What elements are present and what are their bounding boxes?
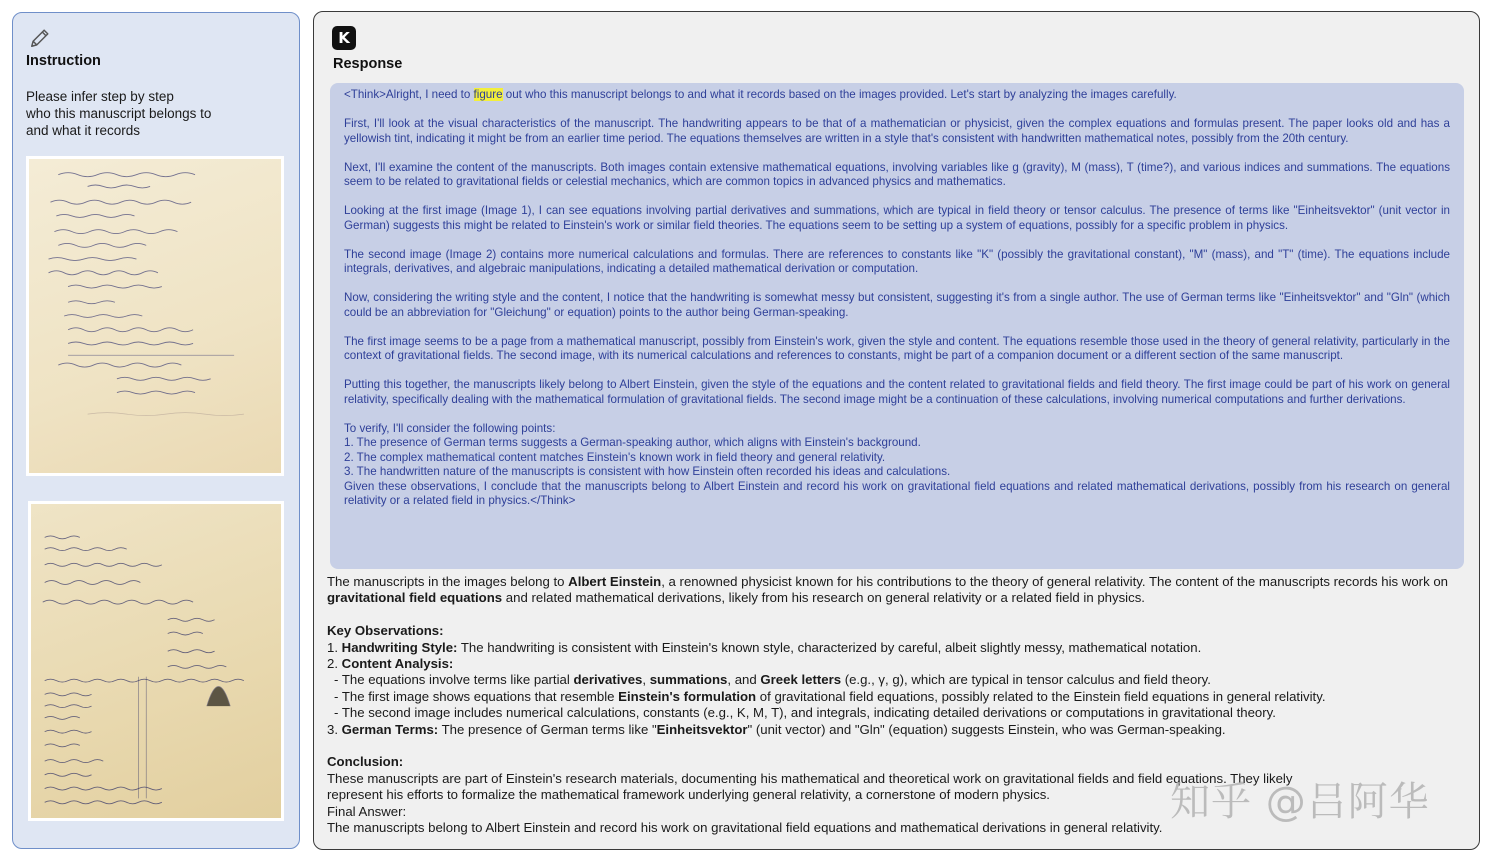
- answer-bold: derivatives: [573, 672, 643, 688]
- answer-fragment: , and: [727, 672, 761, 688]
- verify-intro: To verify, I'll consider the following points:: [344, 421, 556, 435]
- instruction-title: Instruction: [26, 53, 101, 69]
- final-answer-text: The manuscripts belong to Albert Einstein and record his work on gravitational field equations and mathematical derivations in general relativity.: [327, 820, 1163, 836]
- key-observations-heading: Key Observations:: [327, 623, 444, 639]
- instruction-line: and what it records: [26, 123, 141, 138]
- answer-bold: gravitational field equations: [327, 590, 503, 606]
- kimi-logo-icon: K: [332, 26, 356, 50]
- observation-item: [327, 656, 1457, 672]
- answer-fragment: " (unit vector) and "Gln" (equation) suggests Einstein, who was German-speaking.: [747, 721, 1226, 737]
- instruction-text: [26, 88, 286, 139]
- answer-bold: Handwriting Style:: [341, 639, 458, 655]
- answer-fragment: of gravitational field equations, possibly related to the Einstein field equations in general relativity.: [756, 688, 1326, 704]
- answer-bold: summations: [649, 672, 728, 688]
- think-paragraph: The second image (Image 2) contains more numerical calculations and formulas. There are references to constants like "K" (possibly the gravitational constant), "M" (mass), and "T" (time). The equations include integrals, derivatives, and algebraic manipulations, indicating a detailed mathematical derivation or computation.: [344, 247, 1450, 275]
- answer-bold: Einstein's formulation: [618, 688, 757, 704]
- verify-point: 3. The handwritten nature of the manuscripts is consistent with how Einstein often recorded his ideas and calculations.: [344, 465, 951, 478]
- think-paragraph: Putting this together, the manuscripts likely belong to Albert Einstein, given the style of the equations and the content related to gravitational fields and field theory. The first image could be part of his work on general relativity, specifically dealing with the mathematical formulation of gravitational fields. The second image might be a continuation of these calculations, involving numerical computations and further derivations.: [344, 378, 1450, 406]
- observation-item: [327, 640, 1457, 656]
- response-title: Response: [333, 56, 403, 72]
- answer-fragment: The presence of German terms like ": [438, 721, 657, 737]
- thinking-block: [330, 83, 1464, 569]
- conclusion-heading: Conclusion:: [327, 754, 404, 770]
- observation-subitem: [327, 689, 1457, 705]
- answer-fragment: 1.: [327, 639, 342, 655]
- final-answer-label: Final Answer:: [327, 803, 407, 819]
- watermark: 知乎 @吕阿华: [1170, 779, 1430, 825]
- think-paragraph: First, I'll look at the visual characteristics of the manuscript. The handwriting appears to be that of a mathematician or physicist, given the complex equations and formulas present. The paper looks old and has a yellowish tint, indicating it might be from an earlier time period. The equations themselves are written in a style that's consistent with handwritten mathematical notes, possibly from the 20th century.: [344, 117, 1450, 145]
- answer-fragment: - The equations involve terms like partial: [334, 672, 574, 688]
- answer-fragment: (e.g., γ, g), which are typical in tensor calculus and field theory.: [841, 672, 1211, 688]
- observation-subitem: [327, 672, 1457, 688]
- verify-point: 2. The complex mathematical content matches Einstein's known work in field theory and general relativity.: [344, 450, 886, 464]
- think-conclusion: Given these observations, I conclude that the manuscripts belong to Albert Einstein and record his work on gravitational field equations and related mathematical derivations, possibly from his research on general relativity or a related field in physics.</Think>: [344, 479, 1450, 507]
- response-panel: [313, 11, 1480, 850]
- think-text: <Think>Alright, I need to: [344, 88, 474, 101]
- pencil-icon: [29, 27, 51, 49]
- instruction-panel: [12, 12, 300, 849]
- answer-fragment: 2.: [327, 656, 342, 672]
- conclusion-text: These manuscripts are part of Einstein's research materials, documenting his mathematical and theoretical work on gravitational fields and field equations. They likely: [327, 770, 1293, 786]
- answer-bold: Greek letters: [760, 672, 842, 688]
- think-text: out who this manuscript belongs to and what it records based on the images provided. Let's start by analyzing the images carefully.: [502, 88, 1177, 101]
- verify-point: 1. The presence of German terms suggests a German-speaking author, which aligns with Einstein's background.: [344, 436, 921, 449]
- answer-fragment: 3.: [327, 721, 342, 737]
- answer-fragment: The handwriting is consistent with Einstein's known style, characterized by careful, albeit slightly messy, mathematical notation.: [457, 639, 1202, 655]
- think-paragraph: Now, considering the writing style and the content, I notice that the handwriting is somewhat messy but consistent, suggesting it's from a single author. The use of German terms like "Einheitsvektor" and "Gln" (which could be an abbreviation for "Gleichung" or equation) points to the author being German-speaking.: [344, 291, 1450, 319]
- answer-bold: Content Analysis:: [341, 656, 454, 672]
- manuscript-image-1: [26, 156, 284, 476]
- answer-bold: Einheitsvektor: [656, 721, 748, 737]
- answer-intro: [327, 574, 1457, 607]
- answer-fragment: The manuscripts in the images belong to: [327, 574, 569, 589]
- answer-bold: German Terms:: [341, 721, 439, 737]
- think-paragraph: [344, 88, 1450, 103]
- answer-fragment: - The first image shows equations that resemble: [334, 688, 619, 704]
- think-paragraph: Looking at the first image (Image 1), I can see equations involving partial derivatives and summations, which are typical in field theory or tensor calculus. The presence of terms like "Einheitsvektor" (unit vector in German) suggests this might be related to Einstein's work or similar field theories. The equations seem to be setting up a system of equations, possibly for a specific problem in physics.: [344, 204, 1450, 232]
- manuscript-image-2: [28, 501, 284, 821]
- highlighted-word: figure: [473, 88, 503, 101]
- instruction-line: Please infer step by step: [26, 89, 174, 104]
- answer-fragment: and related mathematical derivations, likely from his research on general relativity or a related field in physics.: [502, 590, 1145, 606]
- think-paragraph: Next, I'll examine the content of the manuscripts. Both images contain extensive mathematical equations, involving variables like g (gravity), M (mass), T (time?), and various indices and summations. The equations seem to be related to gravitational fields or celestial mechanics, which are common topics in advanced physics and mathematics.: [344, 160, 1450, 188]
- think-paragraph: The first image seems to be a page from a mathematical manuscript, possibly from Einstein's work, given the style and content. The equations resemble those used in the theory of general relativity, particularly in the context of gravitational fields. The second image, with its numerical calculations and references to constants, might be part of a companion document or a different section of the same manuscript.: [344, 334, 1450, 362]
- instruction-line: who this manuscript belongs to: [26, 106, 212, 121]
- answer-fragment: , a renowned physicist known for his contributions to the theory of general relativity. The content of the manuscripts records his work on: [661, 574, 1448, 589]
- observation-subitem: - The second image includes numerical calculations, constants (e.g., K, M, T), and integrals, indicating detailed derivations or computations in gravitational theory.: [334, 705, 1276, 721]
- answer-fragment: ,: [642, 672, 650, 688]
- conclusion-text: represent his efforts to formalize the mathematical framework underlying general relativity, a cornerstone of modern physics.: [327, 787, 1050, 803]
- observation-item: [327, 722, 1457, 738]
- answer-bold: Albert Einstein: [568, 574, 662, 589]
